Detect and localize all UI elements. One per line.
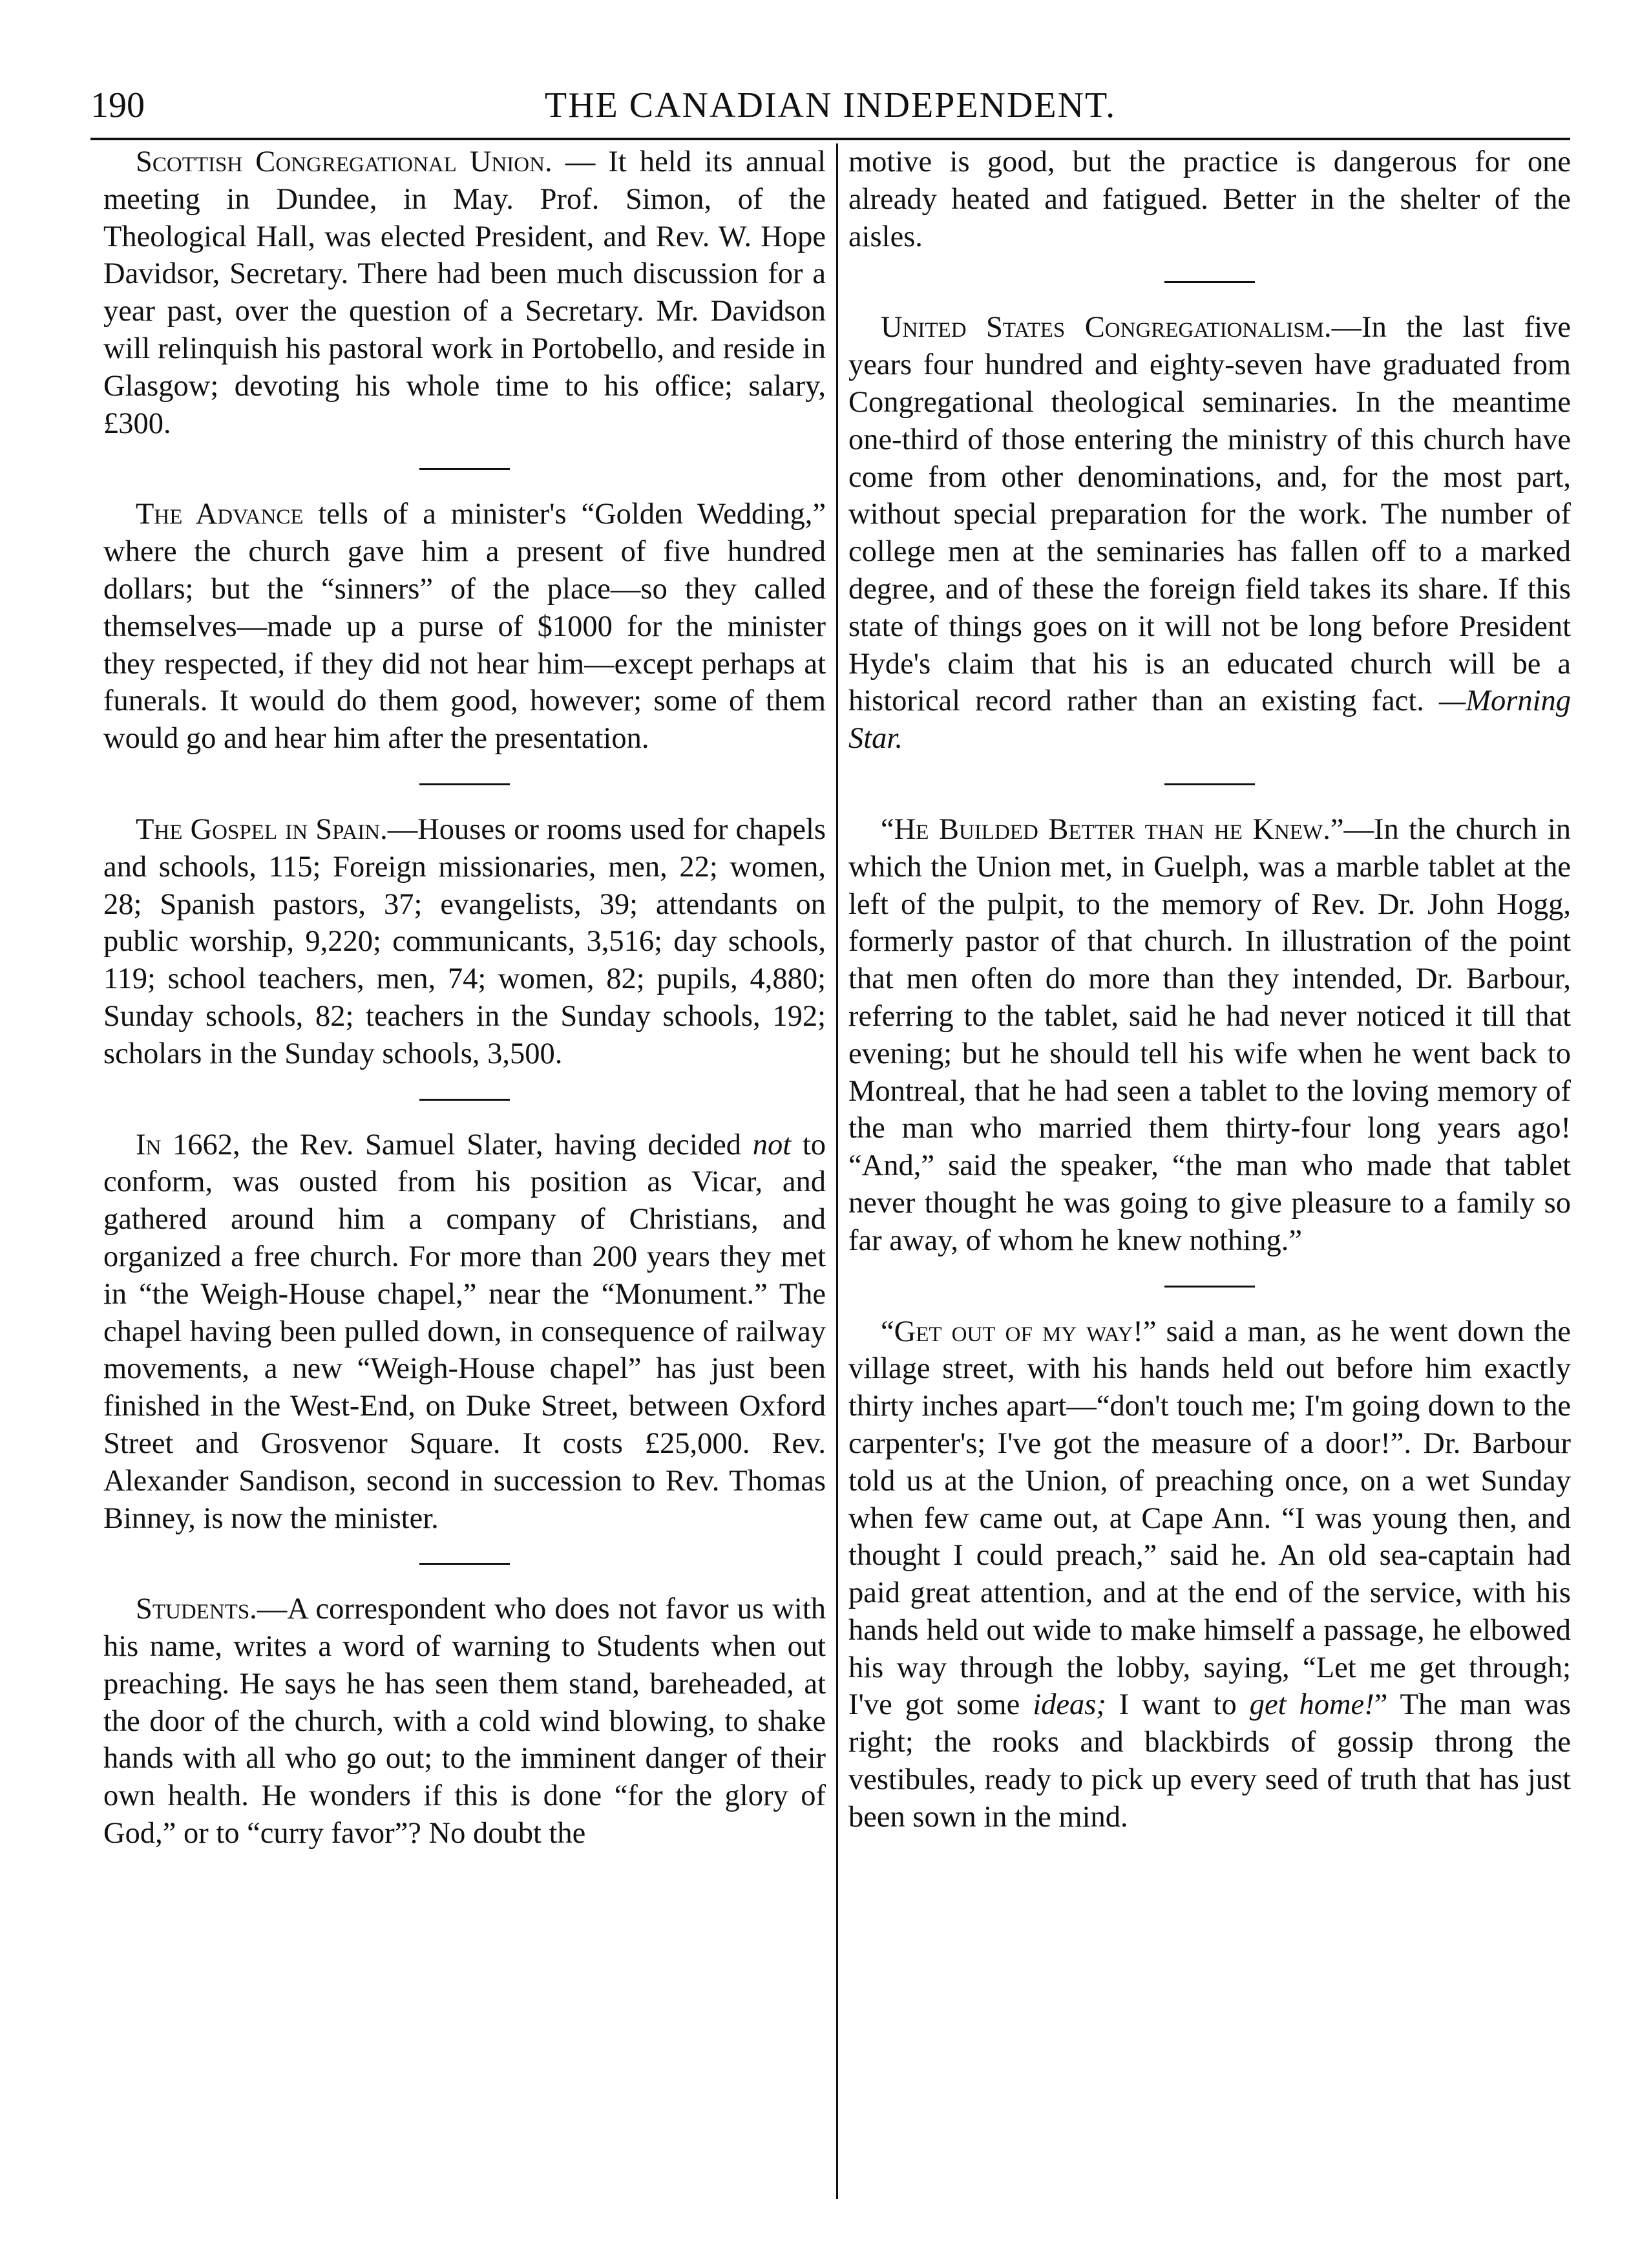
article-lead: The Gospel in Spain.	[136, 812, 388, 846]
article-divider	[419, 1099, 510, 1101]
article-lead: The Advance	[136, 498, 304, 531]
article-lead: “Get out of my way!”	[881, 1315, 1157, 1348]
article-body: —In the church in which the Union met, in Guelph, was a marble tablet at the left of the pulpit, to the memory of Rev. Dr. John Hogg, formerly pastor of that church. In illustration of the point that men often do more than they intended, Dr. Barbour, referring to the tablet, said he had never noticed it till that evening; but he should tell his wife when he went back to Montreal, that he had seen a tablet to the loving memory of the man who married them thirty-four long years ago! “And,” said the speaker, “the man who made that tablet never thought he was going to give pleasure to a family so far away, of whom he knew nothing.”	[848, 812, 1571, 1257]
article-lead: Scottish Congregational Union.	[136, 145, 552, 178]
header-rule	[90, 138, 1570, 140]
article-lead: United States Congregationalism.	[881, 311, 1332, 344]
article-lead: “He Builded Better than he Knew.”	[881, 812, 1344, 846]
article-body: — It held its annual meeting in Dundee, in May. Prof. Simon, of the Theological Hall, was elected President, and Rev. W. Hope Davidsor, Secretary. There had been much discussion for a year past, over the question of a Secretary. Mr. Davidson will relinquish his pastoral work in Portobello, and reside in Glasgow; devoting his whole time to his office; salary, £300.	[103, 145, 826, 440]
journal-title: THE CANADIAN INDEPENDENT.	[544, 85, 1117, 125]
article-divider	[1164, 783, 1255, 785]
article-source: —Morning Star.	[848, 684, 1571, 756]
article-lead: In	[136, 1128, 162, 1161]
article-weigh-house-chapel	[103, 1127, 826, 1538]
article-emphasis: ideas;	[1033, 1688, 1106, 1722]
article-body: ” The man was right; the rooks and blackbirds of gossip throng the vestibules, ready to pick up every seed of truth that has just been sown in the mind.	[848, 1688, 1571, 1834]
article-divider	[419, 468, 510, 470]
article-gospel-in-spain	[103, 811, 826, 1073]
article-body: —Houses or rooms used for chapels and schools, 115; Foreign missionaries, men, 22; women, 28; Spanish pastors, 37; evangelists, 39; attendants on public worship, 9,220; communicants, 3,516; day schools, 119; school teachers, men, 74; women, 82; pupils, 4,880; Sunday schools, 82; teachers in the Sunday schools, 192; scholars in the Sunday schools, 3,500.	[103, 812, 826, 1070]
article-body: tells of a minister's “Golden Wedding,” where the church gave him a present of five hundred dollars; but the “sinners” of the place—so they called themselves—made up a purse of $1000 for the minister they respected, if they did not hear him—except perhaps at funerals. It would do them good, however; some of them would go and hear him after the presentation.	[103, 498, 826, 756]
right-column	[848, 143, 1571, 2225]
article-body: said a man, as he went down the village street, with his hands held out before him exactly thirty inches apart—“don't touch me; I'm going down to the carpenter's; I've got the measure of a door!”. Dr. Barbour told us at the Union, of preaching once, on a wet Sunday when few came out, at Cape Ann. “I was young then, and thought I could preach,” said he. An old sea-captain had paid great attention, and at the end of the service, with his hands held out wide to make himself a passage, he elbowed his way through the lobby, saying, “Let me get through; I've got some	[848, 1315, 1571, 1722]
article-body: to conform, was ousted from his position as Vicar, and gathered around him a company of Christians, and organized a free church. For more than 200 years they met in “the Weigh-House chapel,” near the “Monument.” The chapel having been pulled down, in consequence of railway movements, a new “Weigh-House chapel” has just been finished in the West-End, on Duke Street, between Oxford Street and Grosvenor Square. It costs £25,000. Rev. Alexander Sandison, second in succession to Rev. Thomas Binney, is now the minister.	[103, 1128, 826, 1535]
article-divider	[419, 783, 510, 785]
article-scottish-union	[103, 143, 826, 442]
article-us-congregationalism	[848, 309, 1571, 758]
article-body: I want to	[1106, 1688, 1250, 1722]
article-builded-better	[848, 811, 1571, 1260]
article-divider	[1164, 1286, 1255, 1288]
article-students	[103, 1591, 826, 1852]
article-body: 1662, the Rev. Samuel Slater, having decided	[161, 1128, 753, 1161]
column-rule	[836, 143, 838, 2199]
article-divider	[1164, 281, 1255, 283]
article-emphasis: get home!	[1249, 1688, 1374, 1722]
article-body: —In the last five years four hundred and eighty-seven have graduated from Congregational theological seminaries. In the meantime one-third of those entering the ministry of this church have come from other denominations, and, for the most part, without special preparation for the work. The number of college men at the seminaries has fallen off to a marked degree, and of these the foreign field takes its share. If this state of things goes on it will not be long before President Hyde's claim that his is an educated church will be a historical record rather than an existing fact.	[848, 311, 1571, 718]
article-divider	[419, 1563, 510, 1565]
page-header	[90, 76, 1570, 134]
page-number: 190	[90, 85, 145, 125]
article-emphasis: not	[752, 1128, 792, 1161]
article-golden-wedding	[103, 496, 826, 758]
article-body: —A correspondent who does not favor us with his name, writes a word of warning to Students when out preaching. He says he has seen them stand, bareheaded, at the door of the church, with a cold wind blowing, to shake hands with all who go out; to the imminent danger of their own health. He wonders if this is done “for the glory of God,” or to “curry favor”? No doubt the	[103, 1593, 826, 1850]
left-column	[103, 143, 826, 2225]
article-students-continued: motive is good, but the practice is dangerous for one already heated and fatigued. Better in the shelter of the aisles.	[848, 145, 1571, 253]
article-lead: Students.	[136, 1593, 257, 1626]
article-get-out-of-my-way	[848, 1313, 1571, 1836]
